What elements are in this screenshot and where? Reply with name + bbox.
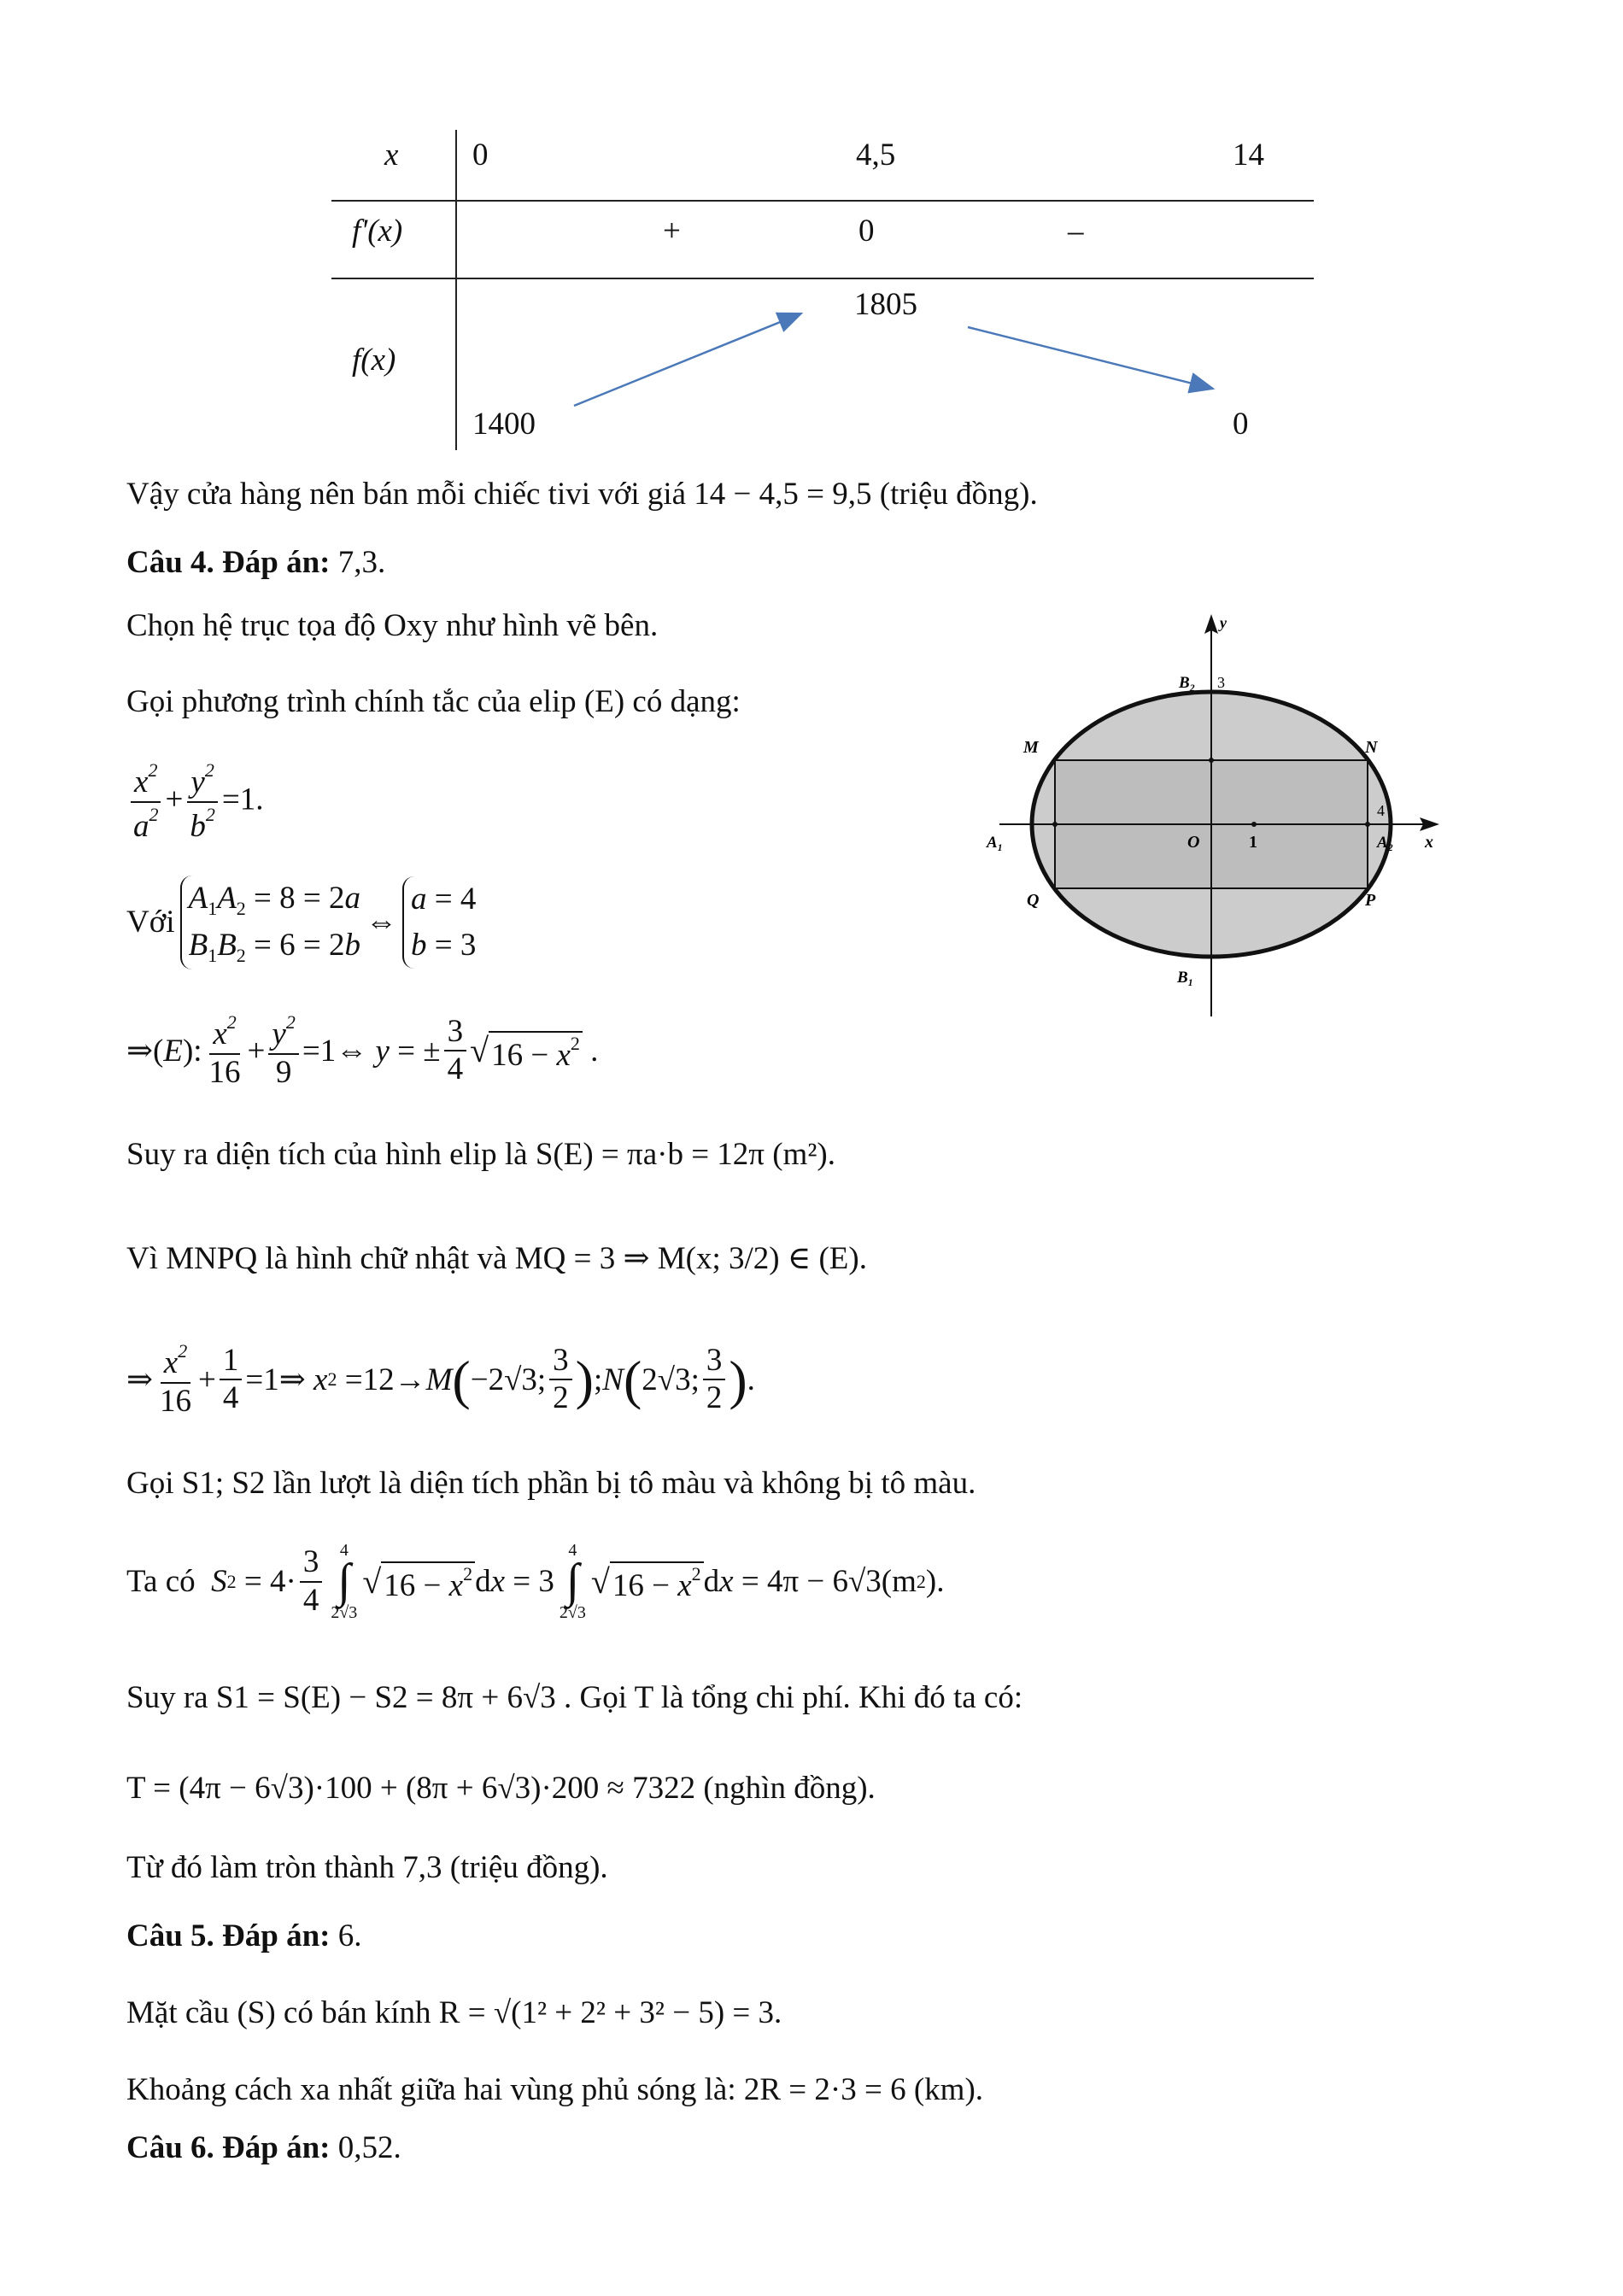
table-sign-plus: + xyxy=(663,214,681,249)
increasing-arrow xyxy=(574,313,801,406)
q4-T-line: T = (4π − 6√3)·100 + (8π + 6√3)·200 ≈ 7322 (nghìn đồng). xyxy=(126,1771,876,1806)
q4-M-N-coords: ⇒ $\frac{x^2}{16}$ + $\frac{1}{4}$ =1⇒ x 2 =12→ M ( −2√3; $\frac{3}{2}$ ) ; N ( 2√3; $\frac{3}{2}$ ) . xyxy=(126,1340,755,1419)
q4-area-line xyxy=(126,1139,835,1170)
q4-with-label: Với xyxy=(126,905,175,940)
point-1 xyxy=(1251,822,1257,827)
label-P: P xyxy=(1365,891,1376,910)
table-sign-zero: 0 xyxy=(858,214,875,249)
point-y-3half xyxy=(1209,758,1214,763)
q3-conclusion: Vậy cửa hàng nên bán mỗi chiếc tivi với giá 14 − 4,5 = 9,5 (triệu đồng). xyxy=(126,477,1038,512)
q4-heading xyxy=(126,547,385,578)
label-3: 3 xyxy=(1217,674,1225,691)
label-A1: A₁ xyxy=(987,834,1004,852)
ellipse-figure xyxy=(982,602,1461,1029)
q6-answer: 0,52. xyxy=(337,2130,401,2165)
q4-title: Câu 4. Đáp án: xyxy=(126,545,331,580)
q6-heading xyxy=(126,2132,401,2164)
q5-answer: 6. xyxy=(337,1918,362,1953)
q4-ellipse-solved: ⇒( E ): $\frac{x^2}{16}$ + $\frac{y^2}{9}$ =1⇔ y = ± $\frac{3}{4}$ √ $16 - x^2$ . xyxy=(126,1011,599,1090)
point-A2 xyxy=(1365,822,1370,827)
table-value-end: 0 xyxy=(1233,407,1249,442)
label-A2: A₂ xyxy=(1377,834,1394,852)
q4-ellipse-intro: Gọi phương trình chính tắc của elip (E) có dạng: xyxy=(126,684,741,719)
table-value-peak: 1805 xyxy=(854,287,917,322)
q4-area-formula: S(E) = πa·b = 12π (m²). xyxy=(535,1137,836,1172)
q5-heading xyxy=(126,1920,362,1952)
label-M: M xyxy=(1023,738,1039,757)
q5-title: Câu 5. Đáp án: xyxy=(126,1918,331,1953)
point-A1 xyxy=(1052,822,1058,827)
q4-rect-line: Vì MNPQ là hình chữ nhật và MQ = 3 ⇒ M(x; 3/2) ∈ (E). xyxy=(126,1241,867,1276)
label-N: N xyxy=(1365,738,1378,757)
table-function-label: f(x) xyxy=(352,343,396,378)
label-O: O xyxy=(1187,833,1200,852)
label-4: 4 xyxy=(1377,802,1385,819)
q4-integral-line: Ta có S 2 = 4· $\frac{3}{4}$ 4 ∫ 2√3 √ $16 - x^2$ d x = 3 4 ∫ 2√3 √ $16 - x^2$ d x = 4π − 6√3(m 2 ). xyxy=(126,1541,945,1623)
table-x-value-0: 0 xyxy=(472,138,489,173)
table-derivative-label: f'(x) xyxy=(352,214,403,249)
q5-distance-line: Khoảng cách xa nhất giữa hai vùng phủ sóng là: 2R = 2·3 = 6 (km). xyxy=(126,2072,984,2107)
q4-system: Với $A_1A_2 = 8 = 2a$ $B_1B_2 = 6 = 2b$ ⇔ a = 4 b = 3 xyxy=(126,876,481,969)
table-value-start: 1400 xyxy=(472,407,536,442)
label-1: 1 xyxy=(1249,833,1257,852)
q6-title: Câu 6. Đáp án: xyxy=(126,2130,331,2165)
table-x-value-2: 14 xyxy=(1233,138,1264,173)
q4-s1s2-text: Gọi S1; S2 lần lượt là diện tích phần bị tô màu và không bị tô màu. xyxy=(126,1466,976,1501)
table-sign-minus: – xyxy=(1068,214,1084,249)
q4-round-line: Từ đó làm tròn thành 7,3 (triệu đồng). xyxy=(126,1850,608,1885)
q4-answer: 7,3. xyxy=(337,545,386,580)
q4-area-text: Suy ra diện tích của hình elip là xyxy=(126,1137,528,1172)
q5-sphere-line: Mặt cầu (S) có bán kính R = √(1² + 2² + 3² − 5) = 3. xyxy=(126,1995,782,2030)
decreasing-arrow xyxy=(968,327,1213,389)
label-x: x xyxy=(1425,833,1433,852)
q4-s1-line: Suy ra S1 = S(E) − S2 = 8π + 6√3 . Gọi T là tổng chi phí. Khi đó ta có: xyxy=(126,1680,1023,1715)
q4-taco: Ta có xyxy=(126,1564,196,1600)
q4-coord-text: Chọn hệ trục tọa độ Oxy như hình vẽ bên. xyxy=(126,608,659,643)
label-y: y xyxy=(1220,614,1227,631)
q4-ellipse-equation: $\frac{x^2}{a^2}$ + $\frac{y^2}{b^2}$ =1. xyxy=(126,760,264,844)
label-B1: B₁ xyxy=(1177,969,1194,987)
table-arrows xyxy=(0,0,1623,478)
table-x-label: x xyxy=(384,138,399,173)
label-B2: B₂ xyxy=(1179,674,1196,692)
table-x-value-1: 4,5 xyxy=(856,138,896,173)
label-Q: Q xyxy=(1027,891,1040,910)
